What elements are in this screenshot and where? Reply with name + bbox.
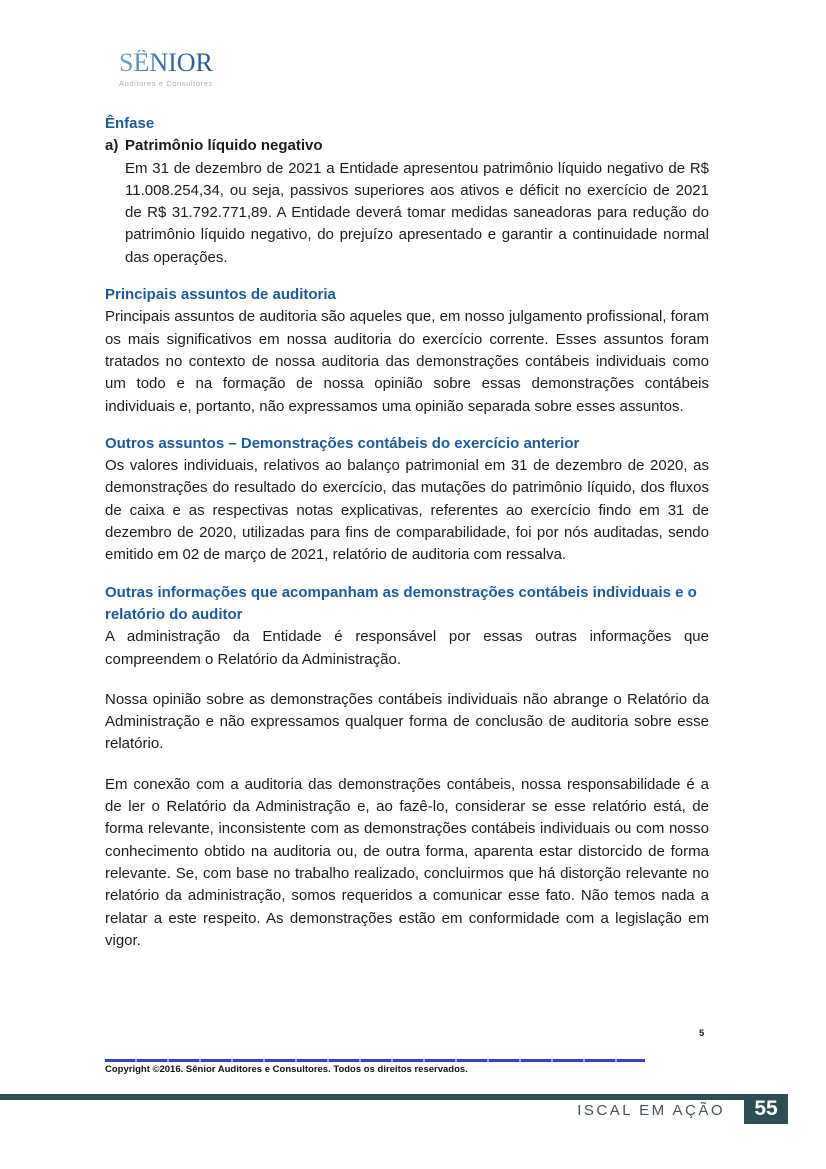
report-body <box>105 113 709 952</box>
bottom-bar-line <box>0 1094 746 1100</box>
paragraph-outras-informacoes-3: Em conexão com a auditoria das demonstrações contábeis, nossa responsabilidade é a de ler o Relatório da Administração e, ao fazê-lo, considerar se esse relatório está, de forma relevante, inconsistente com as demonstrações contábeis individuais ou com nosso conhecimento obtido na auditoria ou, de outra forma, aparenta estar distorcido de forma relevante. Se, com base no trabalho realizado, concluirmos que há distorção relevante no relatório da administração, somos requeridos a comunicar esse fato. Não temos nada a relatar a este respeito. As demonstrações estão em conformidade com a legislação em vigor. <box>105 775 709 949</box>
footer-divider-line <box>105 1059 645 1062</box>
paragraph-principais-assuntos: Principais assuntos de auditoria são aqueles que, em nosso julgamento profissional, foram os mais significativos em nossa auditoria do exercício corrente. Esses assuntos foram tratados no contexto de nossa auditoria das demonstrações contábeis individuais como um todo e na formação de nossa opinião sobre essas demonstrações contábeis individuais e, portanto, não expressamos uma opinião separada sobre esses assuntos. <box>105 308 709 415</box>
section-heading-principais-assuntos: Principais assuntos de auditoria <box>105 286 336 304</box>
item-title-text: Patrimônio líquido negativo <box>125 137 323 155</box>
section-heading-outros-assuntos: Outros assuntos – Demonstrações contábeis do exercício anterior <box>105 434 580 452</box>
logo-wordmark: SÊNIOR <box>119 50 239 76</box>
section-heading-outras-informacoes: Outras informações que acompanham as demonstrações contábeis individuais e o relatório do auditor <box>105 583 697 623</box>
senior-logo <box>119 50 239 88</box>
section-heading-enfase: Ênfase <box>105 115 155 132</box>
magazine-page-badge: 55 <box>744 1094 788 1124</box>
magazine-title: ISCAL EM AÇÃO <box>577 1102 725 1119</box>
paragraph-enfase: Em 31 de dezembro de 2021 a Entidade apresentou patrimônio líquido negativo de R$ 11.008.254,34, ou seja, passivos superiores aos ativos e déficit no exercício de 2021 de R$ 31.792.771,89. A Entidade deverá tomar medidas saneadoras para redução do patrimônio líquido negativo, do prejuízo apresentado e garantir a continuidade normal das operações. <box>125 159 709 266</box>
document-page-number: 5 <box>699 1028 705 1039</box>
logo-tagline: Auditores e Consultores <box>119 79 213 88</box>
paragraph-outros-assuntos: Os valores individuais, relativos ao balanço patrimonial em 31 de dezembro de 2020, as demonstrações do resultado do exercício, das mutações do patrimônio líquido, dos fluxos de caixa e as respectivas notas explicativas, referentes ao exercício findo em 31 de dezembro de 2020, utilizadas para fins de comparabilidade, foi por nós auditadas, sendo emitido em 02 de março de 2021, relatório de auditoria com ressalva. <box>105 457 709 564</box>
paragraph-outras-informacoes-2: Nossa opinião sobre as demonstrações contábeis individuais não abrange o Relatório da Administração e não expressamos qualquer forma de conclusão de auditoria sobre esse relatório. <box>105 690 709 753</box>
copyright-notice: Copyright ©2016. Sênior Auditores e Consultores. Todos os direitos reservados. <box>105 1064 468 1075</box>
item-title-patrimonio <box>105 135 709 157</box>
paragraph-outras-informacoes-1: A administração da Entidade é responsável por essas outras informações que compreendem o Relatório da Administração. <box>105 628 709 668</box>
item-label: a) <box>105 137 119 155</box>
